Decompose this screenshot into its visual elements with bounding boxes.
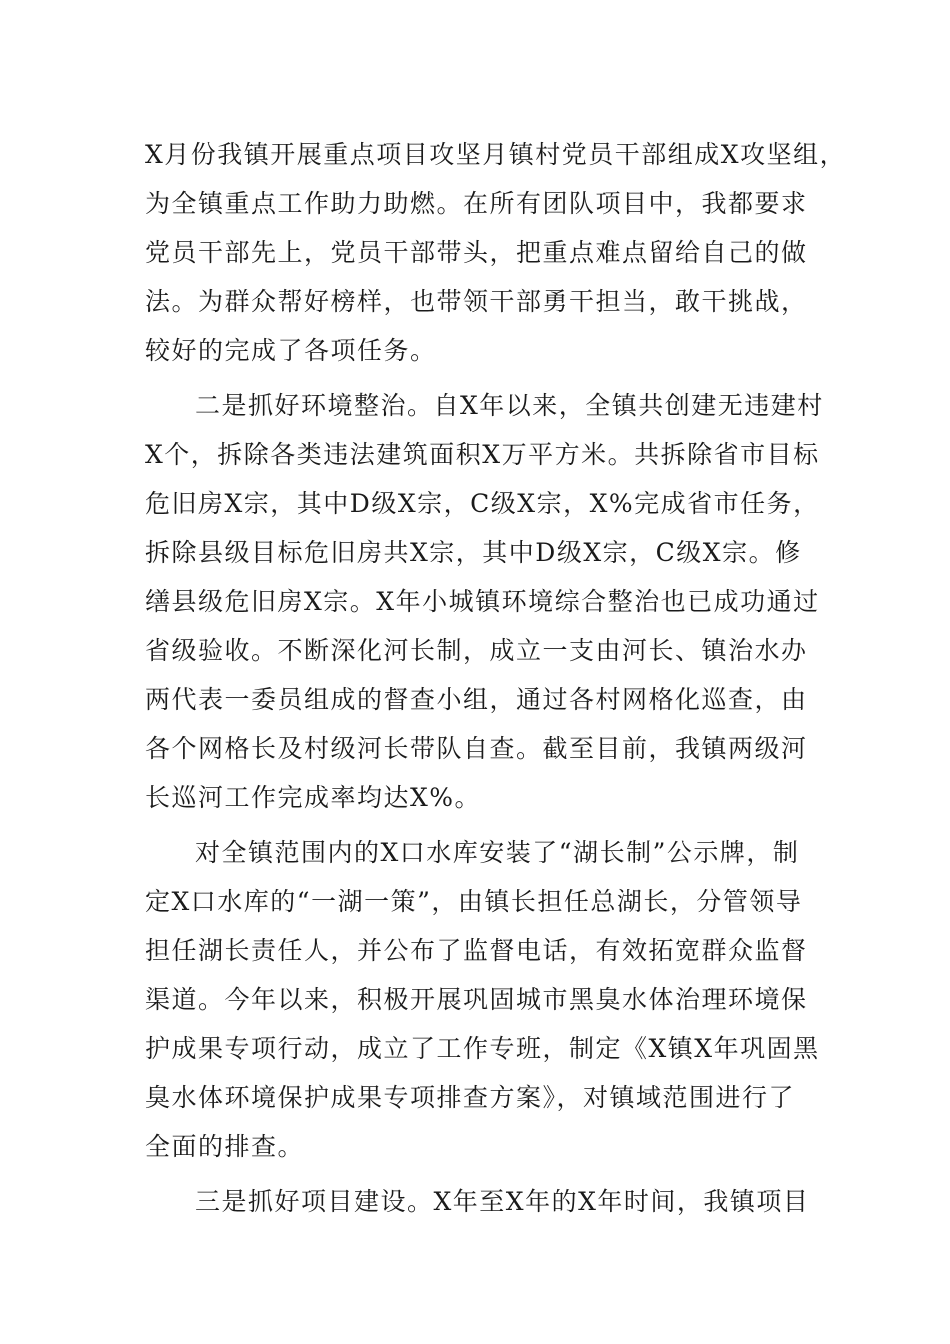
text-line: 定X口水库的“一湖一策”，由镇长担任总湖长，分管领导 — [145, 887, 803, 916]
text-line: 拆除县级目标危旧房共X宗，其中D级X宗，C级X宗。修 — [145, 538, 802, 567]
document-body — [145, 130, 847, 1226]
text-line: 法。为群众帮好榜样，也带领干部勇干担当，敢干挑战， — [145, 287, 808, 316]
text-line: 省级验收。不断深化河长制，成立一支由河长、镇治水办 — [145, 636, 808, 665]
text-line: X个，拆除各类违法建筑面积X万平方米。共拆除省市目标 — [145, 440, 820, 469]
text-line: 党员干部先上，党员干部带头，把重点难点留给自己的做 — [145, 238, 808, 267]
text-line: 臭水体环境保护成果专项排查方案》，对镇域范围进行了 — [145, 1083, 796, 1112]
text-line: X月份我镇开展重点项目攻坚月镇村党员干部组成X攻坚组， — [145, 140, 847, 169]
paragraph — [145, 381, 824, 822]
text-line: 较好的完成了各项任务。 — [145, 336, 437, 365]
text-line: 长巡河工作完成率均达X%。 — [145, 783, 482, 812]
text-line: 担任湖长责任人，并公布了监督电话，有效拓宽群众监督 — [145, 936, 808, 965]
text-line: 为全镇重点工作助力助燃。在所有团队项目中，我都要求 — [145, 189, 808, 218]
text-line: 渠道。今年以来，积极开展巩固城市黑臭水体治理环境保 — [145, 985, 808, 1014]
text-line: 各个网格长及村级河长带队自查。截至目前，我镇两级河 — [145, 734, 808, 763]
paragraph — [145, 1177, 810, 1226]
paragraph — [145, 130, 847, 375]
paragraph — [145, 828, 820, 1171]
text-line: 对全镇范围内的X口水库安装了“湖长制”公示牌，制 — [195, 838, 800, 867]
text-line: 二是抓好环境整治。自X年以来，全镇共创建无违建村 — [195, 391, 824, 420]
text-line: 三是抓好项目建设。X年至X年的X年时间，我镇项目 — [195, 1187, 810, 1216]
text-line: 危旧房X宗，其中D级X宗，C级X宗，X%完成省市任务， — [145, 489, 820, 518]
text-line: 护成果专项行动，成立了工作专班，制定《X镇X年巩固黑 — [145, 1034, 820, 1063]
text-line: 两代表一委员组成的督查小组，通过各村网格化巡查，由 — [145, 685, 808, 714]
text-line: 全面的排查。 — [145, 1132, 305, 1161]
text-line: 缮县级危旧房X宗。X年小城镇环境综合整治也已成功通过 — [145, 587, 820, 616]
